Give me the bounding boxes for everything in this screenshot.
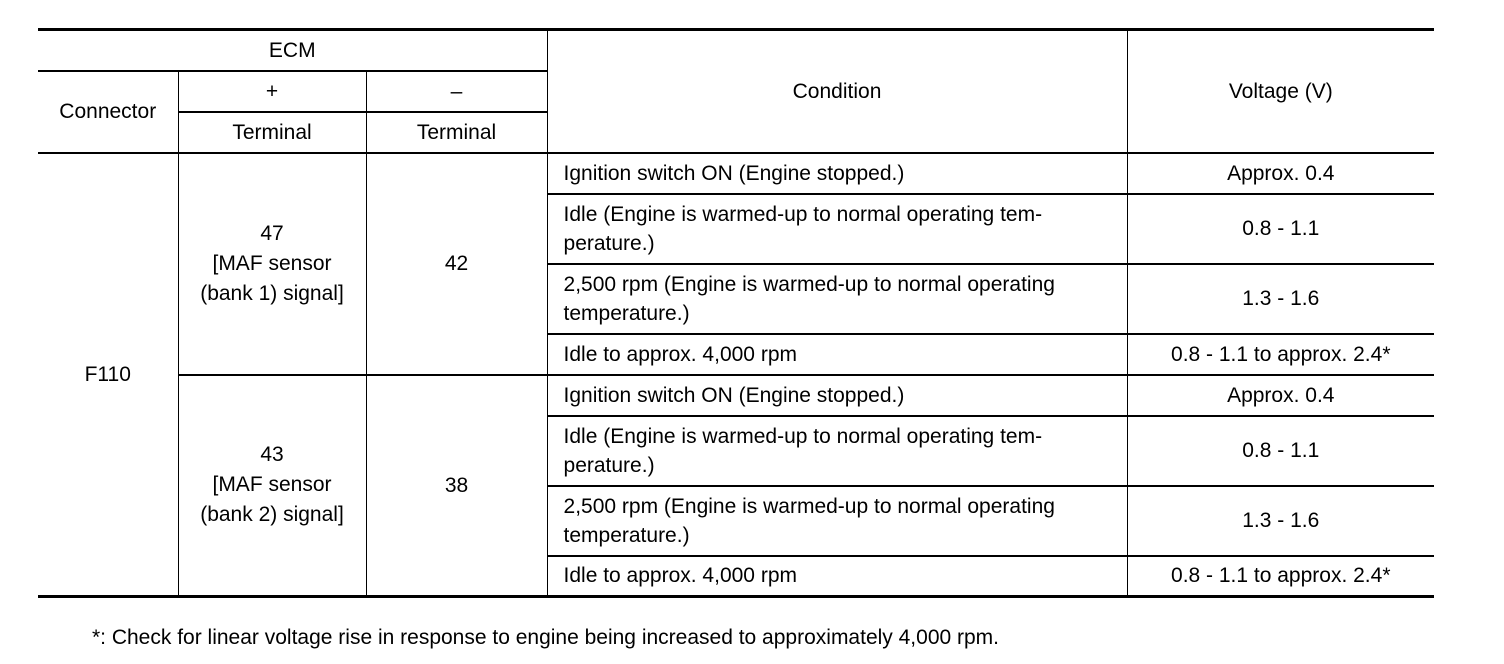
footnote: *: Check for linear voltage rise in response to engine being increased to approximately 4,000 rpm. xyxy=(92,626,1000,649)
plus-terminal-cell xyxy=(178,375,366,597)
condition-cell: Ignition switch ON (Engine stopped.) xyxy=(547,153,1127,194)
connector-cell: F110 xyxy=(38,153,178,597)
plus-terminal-cell xyxy=(178,153,366,375)
terminal-label: [MAF sensor xyxy=(212,473,332,497)
voltage-cell: 1.3 - 1.6 xyxy=(1127,486,1434,556)
condition-cell: Idle to approx. 4,000 rpm xyxy=(547,556,1127,597)
condition-cell: 2,500 rpm (Engine is warmed-up to normal operating temperature.) xyxy=(547,486,1127,556)
condition-cell: 2,500 rpm (Engine is warmed-up to normal operating temperature.) xyxy=(547,264,1127,334)
terminal-signal: (bank 2) signal] xyxy=(200,503,344,527)
ecm-header: ECM xyxy=(38,30,547,71)
condition-cell: Idle to approx. 4,000 rpm xyxy=(547,334,1127,375)
condition-cell: Ignition switch ON (Engine stopped.) xyxy=(547,375,1127,416)
condition-cell: Idle (Engine is warmed-up to normal operating tem-perature.) xyxy=(547,194,1127,264)
terminal-number: 43 xyxy=(260,443,284,467)
voltage-cell: 0.8 - 1.1 to approx. 2.4* xyxy=(1127,334,1434,375)
header-row-1 xyxy=(38,30,1434,71)
voltage-cell: 0.8 - 1.1 xyxy=(1127,194,1434,264)
terminal-number: 47 xyxy=(260,221,284,245)
ecm-terminal-table xyxy=(38,28,1434,598)
minus-terminal-cell: 42 xyxy=(366,153,547,375)
plus-header: + xyxy=(178,71,366,112)
voltage-cell: 0.8 - 1.1 to approx. 2.4* xyxy=(1127,556,1434,597)
minus-terminal-header: Terminal xyxy=(366,112,547,153)
connector-header: Connector xyxy=(38,71,178,153)
table-row xyxy=(38,153,1434,194)
voltage-header: Voltage (V) xyxy=(1127,30,1434,153)
condition-cell: Idle (Engine is warmed-up to normal operating tem-perature.) xyxy=(547,416,1127,486)
voltage-cell: Approx. 0.4 xyxy=(1127,153,1434,194)
table-row xyxy=(38,375,1434,416)
condition-header: Condition xyxy=(547,30,1127,153)
voltage-cell: Approx. 0.4 xyxy=(1127,375,1434,416)
plus-terminal-header: Terminal xyxy=(178,112,366,153)
voltage-cell: 0.8 - 1.1 xyxy=(1127,416,1434,486)
terminal-label: [MAF sensor xyxy=(212,251,332,275)
voltage-cell: 1.3 - 1.6 xyxy=(1127,264,1434,334)
terminal-signal: (bank 1) signal] xyxy=(200,281,344,305)
minus-terminal-cell: 38 xyxy=(366,375,547,597)
minus-header: – xyxy=(366,71,547,112)
